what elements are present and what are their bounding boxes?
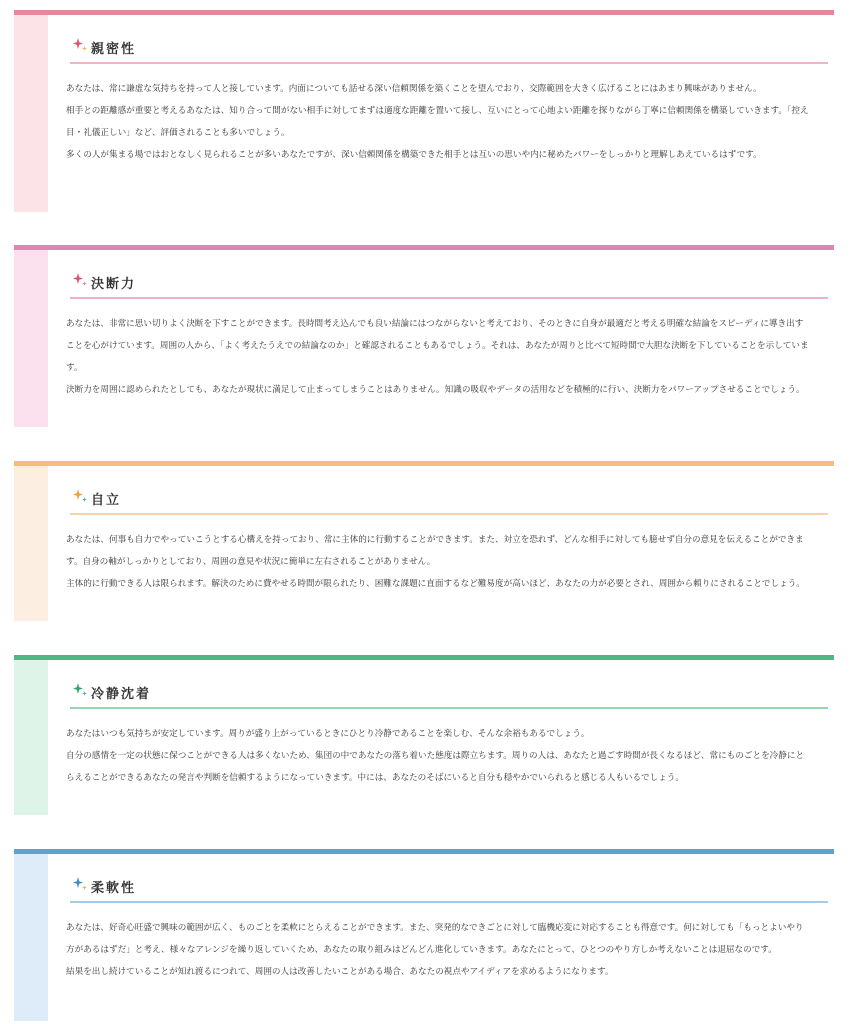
card-top-bar (14, 245, 834, 250)
card-side-bar (14, 854, 48, 1021)
card-side-bar (14, 15, 48, 212)
section-title: 決断力 (91, 277, 137, 292)
paragraph: あなたは、何事も自力でやっていこうとする心構えを持っており、常に主体的に行動することができます。また、対立を恐れず、どんな相手に対しても臆せず自分の意見を伝えることができます。自身の軸がしっかりとしており、周囲の意見や状況に簡単に左右されることがありません。 (66, 535, 804, 567)
card-top-bar (14, 849, 834, 854)
paragraph: 多くの人が集まる場ではおとなしく見られることが多いあなたですが、深い信頼関係を構築できた相手とは互いの思いや内に秘めたパワーをしっかりと理解しあえているはずです。 (66, 150, 762, 160)
section-body (66, 723, 810, 789)
section-heading (70, 36, 828, 64)
card-side-bar (14, 250, 48, 427)
section-heading (70, 875, 828, 903)
trait-card-flexibility (14, 849, 834, 1021)
section-heading (70, 681, 828, 709)
paragraph: 自分の感情を一定の状態に保つことができる人は多くないため、集団の中であなたの落ち着いた態度は際立ちます。周りの人は、あなたと過ごす時間が長くなるほど、常にものごとを冷静にとらえることができるあなたの発言や判断を信頼するようになっていきます。中には、あなたのそばにいると自分も穏やかでいられると感じる人もいるでしょう。 (66, 751, 805, 783)
card-top-bar (14, 10, 834, 15)
sparkle-icon (72, 272, 88, 288)
section-title: 冷静沈着 (91, 687, 152, 702)
section-body (66, 78, 810, 166)
paragraph: 決断力を周囲に認められたとしても、あなたが現状に満足して止まってしまうことはありません。知識の吸収やデータの活用などを積極的に行い、決断力をパワーアップさせることでしょう。 (66, 385, 805, 395)
paragraph: あなたは、好奇心旺盛で興味の範囲が広く、ものごとを柔軟にとらえることができます。また、突発的なできごとに対して臨機応変に対応することも得意です。何に対しても「もっとよいやり方があるはずだ」と考え、様々なアレンジを繰り返していくため、あなたの取り組みはどんどん進化していきます。あなたにとって、ひとつのやり方しか考えないことは退屈なのです。 (66, 923, 804, 955)
section-body (66, 917, 810, 983)
sparkle-icon (72, 682, 88, 698)
section-body (66, 529, 810, 595)
trait-card-independence (14, 461, 834, 621)
section-title: 親密性 (91, 42, 137, 57)
section-body (66, 313, 810, 401)
sparkle-icon (72, 37, 88, 53)
trait-card-intimacy (14, 10, 834, 212)
card-side-bar (14, 660, 48, 815)
paragraph: 結果を出し続けていることが知れ渡るにつれて、周囲の人は改善したいことがある場合、あなたの視点やアイディアを求めるようになります。 (66, 967, 614, 977)
paragraph: あなたは、非常に思い切りよく決断を下すことができます。長時間考え込んでも良い結論にはつながらないと考えており、そのときに自身が最適だと考える明確な結論をスピーディに導き出すことを心がけています。周囲の人から、「よく考えたうえでの結論なのか」と確認されることもあるでしょう。それは、あなたが周りと比べて短時間で大胆な決断を下していることを示しています。 (66, 319, 809, 373)
paragraph: 相手との距離感が重要と考えるあなたは、知り合って間がない相手に対してまずは適度な距離を置いて接し、互いにとって心地よい距離を探りながら丁寧に信頼関係を構築していきます。「控え目・礼儀正しい」など、評価されることも多いでしょう。 (66, 106, 809, 138)
trait-card-decisiveness (14, 245, 834, 427)
paragraph: 主体的に行動できる人は限られます。解決のために費やせる時間が限られたり、困難な課題に直面するなど難易度が高いほど、あなたの力が必要とされ、周囲から頼りにされることでしょう。 (66, 579, 805, 589)
section-title: 自立 (91, 493, 122, 508)
card-top-bar (14, 655, 834, 660)
paragraph: あなたは、常に謙虚な気持ちを持って人と接しています。内面についても話せる深い信頼関係を築くことを望んでおり、交際範囲を大きく広げることにはあまり興味がありません。 (66, 84, 762, 94)
section-title: 柔軟性 (91, 881, 137, 896)
card-side-bar (14, 466, 48, 621)
section-heading (70, 487, 828, 515)
sparkle-icon (72, 876, 88, 892)
card-top-bar (14, 461, 834, 466)
sparkle-icon (72, 488, 88, 504)
trait-card-composure (14, 655, 834, 815)
section-heading (70, 271, 828, 299)
paragraph: あなたはいつも気持ちが安定しています。周りが盛り上がっているときにひとり冷静であることを楽しむ、そんな余裕もあるでしょう。 (66, 729, 590, 739)
